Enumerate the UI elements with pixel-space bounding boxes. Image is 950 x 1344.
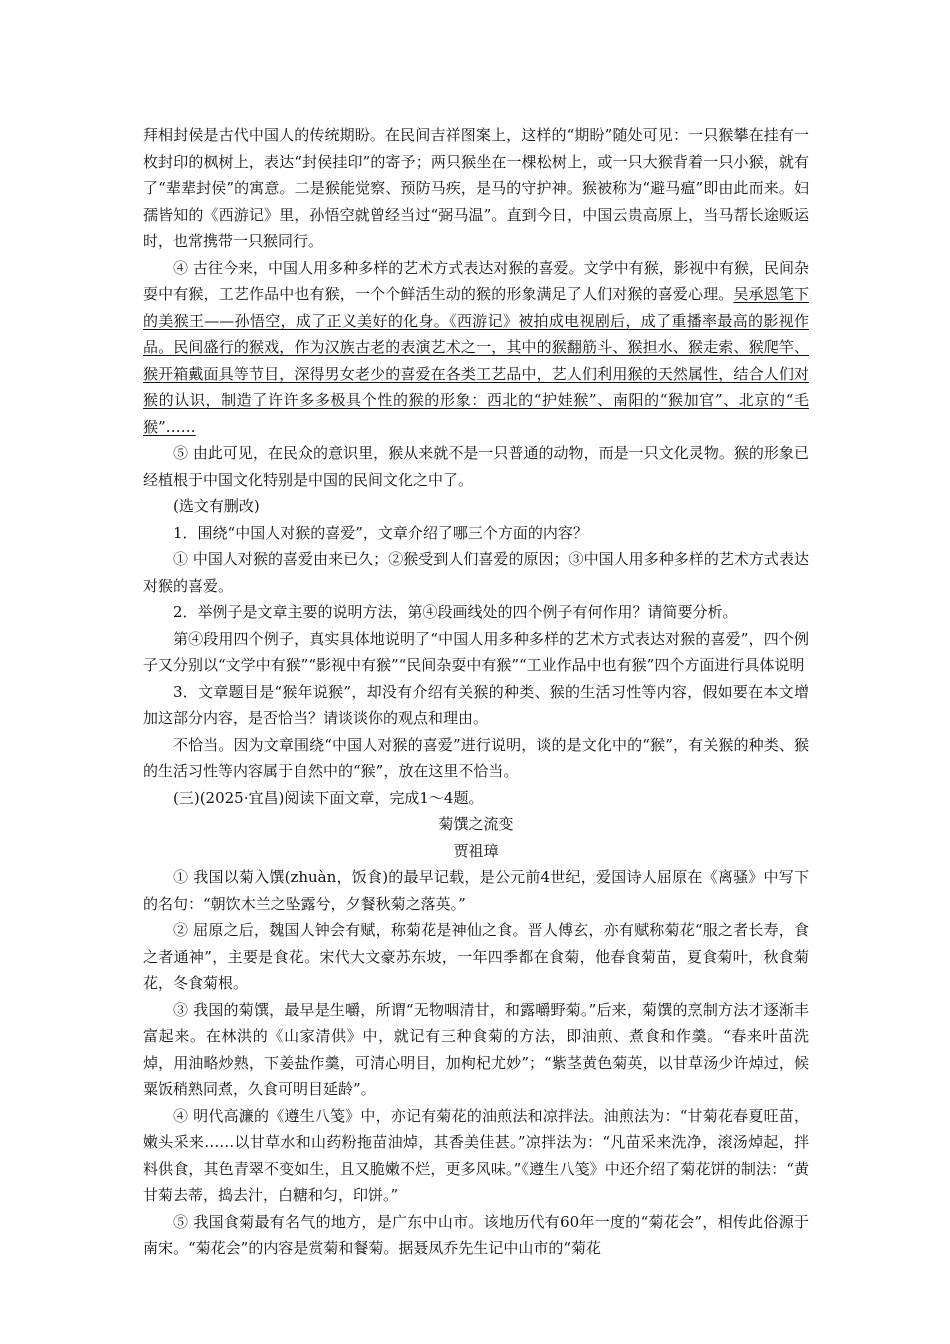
question-2: 2．举例子是文章主要的说明方法，第④段画线处的四个例子有何作用？请简要分析。 xyxy=(173,603,738,621)
paragraph-4-text: ④ 古往今来，中国人用多种多样的艺术方式表达对猴的喜爱。文学中有猴，影视中有猴，民间杂耍中有猴，工艺作品中也有猴，一个个鲜活生动的猴的形象满足了人们对猴的喜爱心理。 xyxy=(143,258,809,303)
document-page xyxy=(143,122,809,1262)
source-note: (选文有删改) xyxy=(173,497,260,515)
paragraph-4 xyxy=(143,255,809,441)
article-paragraph-2: ② 屈原之后，魏国人钟会有赋，称菊花是神仙之食。晋人傅玄，亦有赋称菊花“服之者长寿，食之者通神”，主要是食花。宋代大文豪苏东坡，一年四季都在食菊，他春食菊苗，夏食菊叶，秋食菊花，冬食菊根。 xyxy=(143,921,809,992)
article-paragraph-4: ④ 明代高濂的《遵生八笺》中，亦记有菊花的油煎法和凉拌法。油煎法为：“甘菊花春夏旺苗，嫩头采来……以甘草水和山药粉拖苗油焯，其香美佳甚。”凉拌法为：“凡苗采来洗净，滚汤焯起，拌料供食，其色青翠不变如生，且又脆嫩不烂，更多风味。”《遵生八笺》中还介绍了菊花饼的制法：“黄甘菊去蒂，捣去汁，白糖和匀，印饼。” xyxy=(143,1106,809,1204)
answer-3: 不恰当。因为文章围绕“中国人对猴的喜爱”进行说明，谈的是文化中的“猴”，有关猴的种类、猴的生活习性等内容属于自然中的“猴”，放在这里不恰当。 xyxy=(143,735,809,780)
answer-1: ① 中国人对猴的喜爱由来已久；②猴受到人们喜爱的原因；③中国人用多种多样的艺术方式表达对猴的喜爱。 xyxy=(143,550,809,595)
question-1: 1．围绕“中国人对猴的喜爱”，文章介绍了哪三个方面的内容？ xyxy=(173,523,588,542)
article-paragraph-3: ③ 我国的菊馔，最早是生嚼，所谓“无物咽清甘，和露嚼野菊。”后来，菊馔的烹制方法才逐渐丰富起来。在林洪的《山家清供》中，就记有三种食菊的方法，即油煎、煮食和作羹。“春来叶苗洗焯，用油略炒熟，下姜盐作羹，可清心明目，加枸杞尤妙”；“紫茎黄色菊英，以甘草汤少许焯过，候粟饭稍熟同煮，久食可明目延龄”。 xyxy=(143,1000,809,1098)
article-title: 菊馔之流变 xyxy=(438,815,514,833)
answer-2: 第④段用四个例子，真实具体地说明了“中国人用多种多样的艺术方式表达对猴的喜爱”，四个例子又分别以“文学中有猴”“影视中有猴”“民间杂耍中有猴”“工业作品中也有猴”四个方面进行具体说明 xyxy=(143,629,809,674)
article-paragraph-5: ⑤ 我国食菊最有名气的地方，是广东中山市。该地历代有60年一度的“菊花会”，相传此俗源于南宋。“菊花会”的内容是赏菊和餐菊。据聂凤乔先生记中山市的“菊花 xyxy=(143,1212,809,1257)
question-3: 3．文章题目是“猴年说猴”，却没有介绍有关猴的种类、猴的生活习性等内容，假如要在本文增加这部分内容，是否恰当？请谈谈你的观点和理由。 xyxy=(143,682,809,727)
article-author: 贾祖璋 xyxy=(453,841,499,860)
paragraph-top: 拜相封侯是古代中国人的传统期盼。在民间吉祥图案上，这样的“期盼”随处可见：一只猴攀在挂有一枚封印的枫树上，表达“封侯挂印”的寄予；两只猴坐在一棵松树上，或一只大猴背着一只小猴，就有了“辈辈封侯”的寓意。二是猴能觉察、预防马疾，是马的守护神。猴被称为“避马瘟”即由此而来。妇孺皆知的《西游记》里，孙悟空就曾经当过“弼马温”。直到今日，中国云贵高原上，当马帮长途贩运时，也常携带一只猴同行。 xyxy=(143,126,809,250)
article-paragraph-1: ① 我国以菊入馔(zhuàn，饭食)的最早记载，是公元前4世纪，爱国诗人屈原在《离骚》中写下的名句：“朝饮木兰之坠露兮，夕餐秋菊之落英。” xyxy=(143,868,809,913)
section-3-intro: (三)(2025·宜昌)阅读下面文章，完成1～4题。 xyxy=(173,788,484,807)
paragraph-5: ⑤ 由此可见，在民众的意识里，猴从来就不是一只普通的动物，而是一只文化灵物。猴的形象已经植根于中国文化特别是中国的民间文化之中了。 xyxy=(143,444,809,489)
paragraph-4-underlined-examples: 吴承恩笔下的美猴王——孙悟空，成了正义美好的化身。《西游记》被拍成电视剧后，成了重播率最高的影视作品。民间盛行的猴戏，作为汉族古老的表演艺术之一，其中的猴翻筋斗、猴担水、猴走索、猴爬竿、猴开箱戴面具等节目，深得男女老少的喜爱在各类工艺品中，艺人们利用猴的天然属性，结合人们对猴的认识，制造了许许多多极具个性的猴的形象：西北的“护娃猴”、南阳的“猴加官”、北京的“毛猴”…… xyxy=(143,285,809,436)
